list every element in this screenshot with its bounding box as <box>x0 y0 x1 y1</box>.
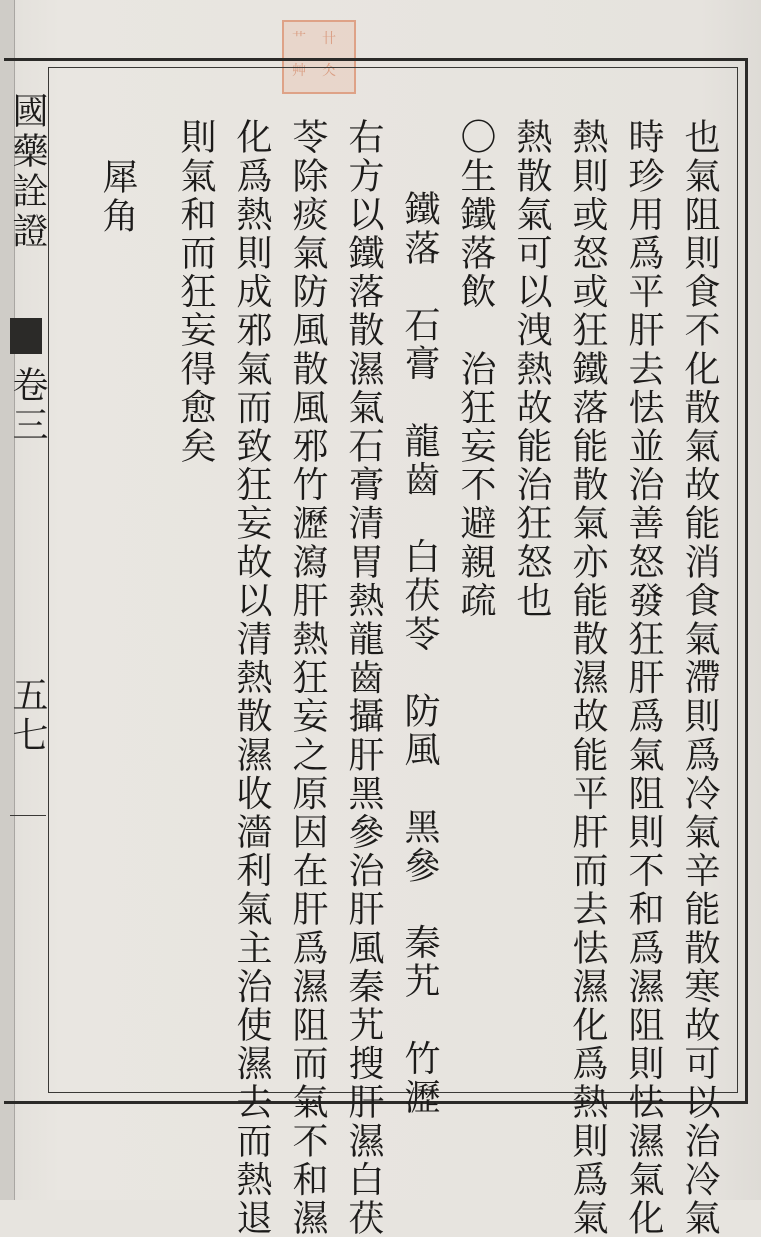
text-column-3: 熱則或怒或狂鐵落能散氣亦能散濕故能平肝而去怯濕化爲熱則爲氣 <box>567 118 608 1237</box>
page-number: 五七 <box>7 676 48 756</box>
red-seal-stamp: 艹 卄 艸 仌 <box>282 20 356 94</box>
text-column-6: 鐵落 石膏 龍齒 白茯苓 防風 黑參 秦艽 竹瀝 <box>399 190 440 1117</box>
side-divider <box>10 815 46 816</box>
volume-label: 卷三 <box>7 366 48 446</box>
text-column-5: 〇生鐵落飲 治狂妄不避親疏 <box>455 118 496 620</box>
text-column-1: 也氣阻則食不化散氣故能消食氣滯則爲冷氣辛能散寒故可以治冷氣 <box>679 118 720 1237</box>
text-column-8: 苓除痰氣防風散風邪竹瀝瀉肝熱狂妄之原因在肝爲濕阻而氣不和濕 <box>287 118 328 1237</box>
fish-tail-mark <box>10 318 42 354</box>
book-title: 國藥詮證 <box>7 92 48 252</box>
text-column-11: 犀角 <box>97 158 138 236</box>
text-column-2: 時珍用爲平肝去怯並治善怒發狂肝爲氣阻則不和爲濕阻則怯濕氣化 <box>623 118 664 1237</box>
text-column-7: 右方以鐵落散濕氣石膏清胃熱龍齒攝肝黑參治肝風秦艽搜肝濕白茯 <box>343 118 384 1237</box>
text-column-9: 化爲熱則成邪氣而致狂妄故以清熱散濕收濇利氣主治使濕去而熱退 <box>231 118 272 1237</box>
text-column-4: 熱散氣可以洩熱故能治狂怒也 <box>511 118 552 620</box>
text-column-10: 則氣和而狂妄得愈矣 <box>175 118 216 466</box>
